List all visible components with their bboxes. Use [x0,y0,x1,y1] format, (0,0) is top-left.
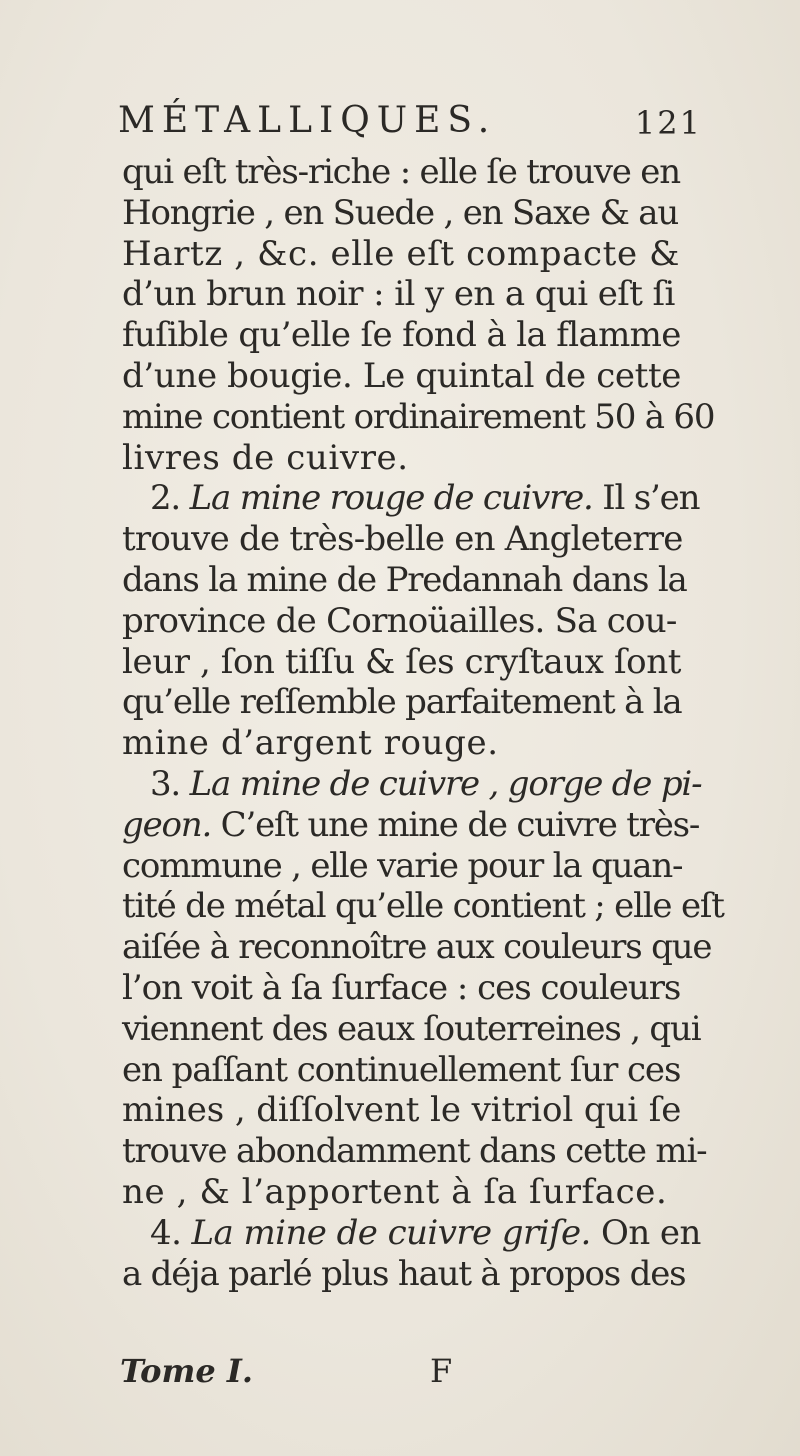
text-segment: mines , diſſolvent le vitriol qui ſe [122,1090,682,1131]
text-line [122,642,681,682]
text-segment: 2. [150,478,190,519]
text-line [150,764,701,804]
text-segment: province de Cornoüailles. Sa cou- [122,600,677,641]
text-segment: commune , elle varie pour la quan- [122,845,683,886]
text-line [150,478,699,518]
text-segment: mine contient ordinairement 50 à 60 [122,396,715,437]
running-head: MÉTALLIQUES. [118,100,497,141]
text-line [122,1009,700,1049]
text-segment: trouve abondamment dans cette mi- [122,1131,707,1172]
text-segment: aiſée à reconnoître aux couleurs que [122,927,712,968]
text-line [122,927,711,967]
text-segment: C’eſt une mine de cuivre très- [211,804,700,845]
text-line [122,193,678,233]
text-line [122,886,724,926]
text-segment: d’une bougie. Le quintal de cette [122,356,682,396]
volume-label: Tome I. [120,1352,253,1390]
text-line [122,1090,681,1130]
text-segment: mine d’argent rouge. [122,723,499,764]
page-header [118,100,702,146]
text-line [150,1213,701,1253]
page-number: 121 [634,104,702,142]
italic-text-segment: geon. [122,804,212,845]
text-line [122,274,675,314]
text-segment: ne , & l’apportent à ſa ſurface. [122,1172,668,1212]
text-segment: 3. [150,764,190,804]
text-segment: Hartz , &c. elle eſt compacte & [122,233,681,274]
text-line [122,1131,706,1171]
text-line [122,234,680,274]
italic-text-segment: La mine de cuivre griſe. [191,1212,591,1253]
text-segment: tité de métal qu’elle contient ; elle eſt [122,886,724,927]
text-segment: d’un brun noir : il y en a qui eſt ſi [122,274,675,315]
text-segment: l’on voit à ſa ſurface : ces couleurs [122,968,681,1008]
text-line [122,601,677,641]
text-segment: en paſſant continuellement ſur ces [122,1049,681,1090]
text-line [122,152,680,192]
text-segment: a déja parlé plus haut à propos des [122,1253,686,1294]
text-segment: dans la mine de Predannah dans la [122,560,687,600]
page-footer [120,1352,680,1396]
text-segment: viennent des eaux ſouterreines , qui [122,1008,701,1049]
text-line [122,1050,680,1090]
text-segment: trouve de très-belle en Angleterre [122,519,683,560]
text-line [122,968,680,1008]
text-segment: leur , ſon tiſſu & ſes cryſtaux ſont [122,641,681,682]
text-line [122,356,681,396]
signature-mark: F [430,1352,453,1390]
text-line [122,315,681,355]
text-segment: Il s’en [592,478,700,519]
text-line [122,682,682,722]
text-line [122,1172,667,1212]
text-line [122,846,682,886]
text-segment: Hongrie , en Suede , en Saxe & au [122,192,679,233]
text-line [122,723,499,763]
italic-text-segment: La mine rouge de cuivre. [189,478,593,519]
text-segment: livres de cuivre. [122,437,409,478]
text-line [122,560,687,600]
text-line [122,519,683,559]
text-segment: qui eſt très-riche : elle ſe trouve en [122,152,680,192]
text-segment: fuſible qu’elle ſe fond à la flamme [122,315,681,356]
text-segment: On en [590,1212,701,1253]
text-line [122,397,714,437]
text-line [122,438,409,478]
text-segment: 4. [150,1212,192,1253]
text-segment: qu’elle reſſemble parfaitement à la [122,682,682,723]
text-line [122,805,699,845]
italic-text-segment: La mine de cuivre , gorge de pi- [189,764,702,804]
text-line [122,1254,685,1294]
